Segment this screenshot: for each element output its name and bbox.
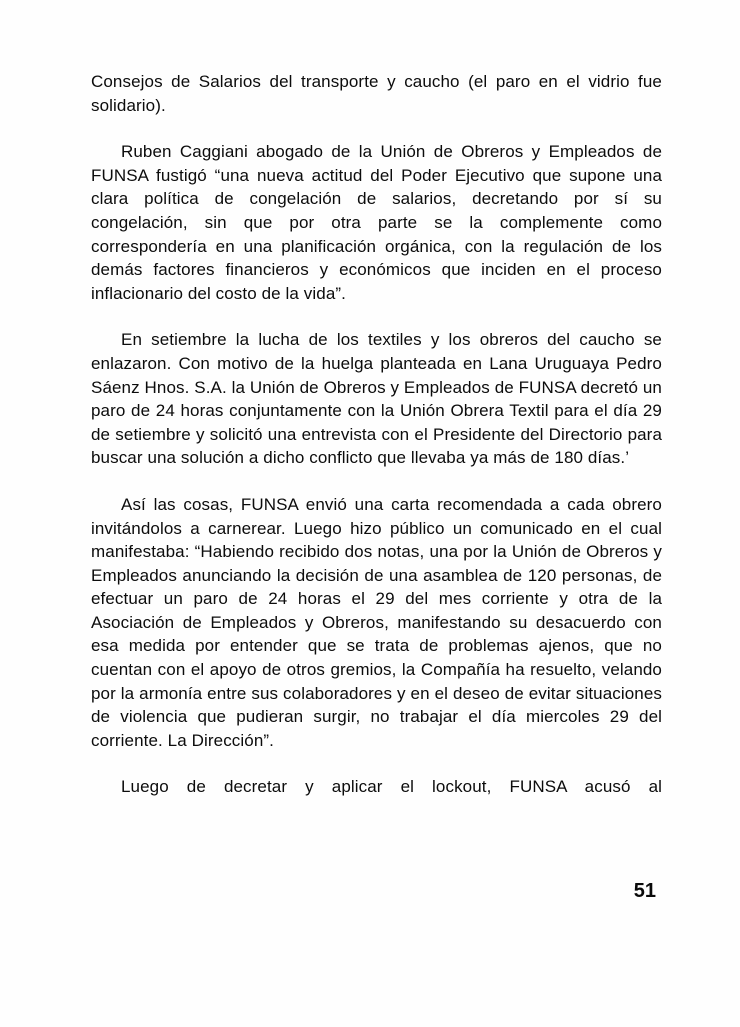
page-number: 51	[633, 880, 656, 902]
paragraph-continuation: Consejos de Salarios del transporte y caucho (el paro en el vidrio fue solidario).	[91, 72, 662, 115]
paragraph-funsa-communique: Así las cosas, FUNSA envió una carta recomendada a cada obrero invitándolos a carnerear. Luego hizo público un comunicado en el cual manifestaba: “Habiendo recibido dos notas, una por la Unión de Obreros y Empleados anunciando la decisión de una asamblea de 120 personas, de efectuar un paro de 24 horas el 29 del mes corriente y otra de la Asociación de Empleados y Obreros, manifestando su desacuerdo con esa medida por entender que se trata de problemas ajenos, que no cuentan con el apoyo de otros gremios, la Compañía ha resuelto, velando por la armonía entre sus colaboradores y en el deseo de evitar situaciones de violencia que pudieran surgir, no trabajar el día miercoles 29 del corriente. La Dirección”.	[91, 494, 662, 750]
text-block	[91, 70, 662, 822]
paragraph-setiembre-strike: En setiembre la lucha de los textiles y los obreros del caucho se enlazaron. Con motivo de la huelga planteada en Lana Uruguaya Pedro Sáenz Hnos. S.A. la Unión de Obreros y Empleados de FUNSA decretó un paro de 24 horas conjuntamente con la Unión Obrera Textil para el día 29 de setiembre y solicitó una entrevista con el Presidente del Directorio para buscar una solución a dicho conflicto que llevaba ya más de 180 días.’	[91, 330, 662, 468]
paragraph-lockout: Luego de decretar y aplicar el lockout, FUNSA acusó al	[121, 777, 662, 797]
paragraph-caggiani-quote: Ruben Caggiani abogado de la Unión de Obreros y Empleados de FUNSA fustigó “una nueva actitud del Poder Ejecutivo que supone una clara política de congelación de salarios, decretando por sí su congelación, sin que por otra parte se la complemente como correspondería en una planificación orgánica, con la regulación de los demás factores financieros y económicos que inciden en el proceso inflacionario del costo de la vida”.	[91, 142, 662, 303]
